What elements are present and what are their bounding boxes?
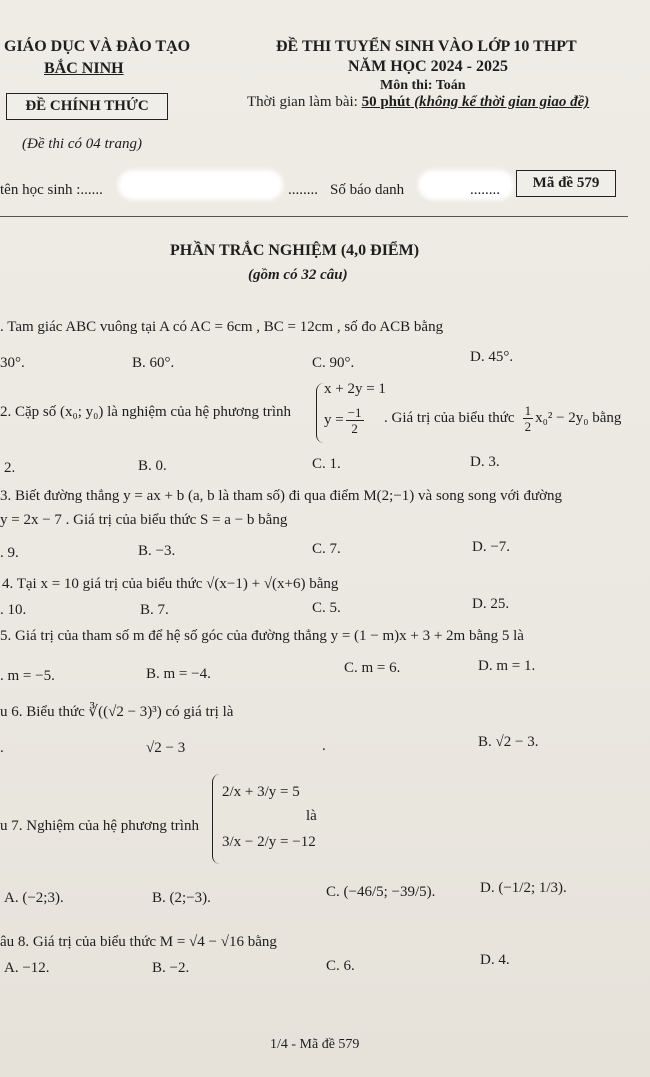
dots-mid: ........ (288, 182, 318, 198)
student-name-label: tên học sinh :...... (0, 182, 103, 198)
dept-line1: GIÁO DỤC VÀ ĐÀO TẠO (4, 38, 191, 55)
q4-opt-b: B. 7. (140, 602, 169, 618)
section-subtitle: (gồm có 32 câu) (248, 267, 348, 283)
q6-stem: u 6. Biểu thức ∛((√2 − 3)³) có giá trị là (0, 704, 234, 720)
q7-opt-b: B. (2;−3). (152, 890, 211, 906)
dots-end: ........ (470, 182, 500, 198)
q7-opt-d: D. (−1/2; 1/3). (480, 880, 567, 896)
q7-eq2: 3/x − 2/y = −12 (222, 834, 316, 850)
q8-opt-c: C. 6. (326, 958, 355, 974)
time-value: 50 phút (361, 94, 411, 110)
exam-code-box: Mã đề 579 (516, 170, 616, 197)
q2-opt-c: C. 1. (312, 456, 341, 472)
q7-opt-a: A. (−2;3). (4, 890, 64, 906)
q4-opt-d: D. 25. (472, 596, 510, 612)
exam-title: ĐỀ THI TUYỂN SINH VÀO LỚP 10 THPT (276, 38, 577, 55)
q1-opt-b: B. 60°. (132, 355, 175, 371)
q6-opt-d: B. √2 − 3. (478, 734, 539, 750)
q3-opt-a: . 9. (0, 545, 19, 561)
q2-stem-b: . Giá trị của biểu thức $\frac{1}{2}$ x₀² − 2y₀ bằng (384, 403, 622, 434)
q1-opt-d: D. 45°. (470, 349, 514, 365)
subject: Môn thi: Toán (380, 78, 466, 93)
q2-opt-b: B. 0. (138, 458, 167, 474)
q4-opt-c: C. 5. (312, 600, 341, 616)
q8-opt-d: D. 4. (480, 952, 510, 968)
sbd-label: Số báo danh (330, 182, 405, 198)
q2-system-brace (316, 383, 324, 443)
q3-opt-c: C. 7. (312, 541, 341, 557)
q1-opt-a: 30°. (0, 355, 25, 371)
q8-stem: âu 8. Giá trị của biểu thức M = √4 − √16 bằng (0, 934, 277, 950)
q2-opt-a: 2. (4, 460, 16, 476)
q2-sys2: y = $\frac{-1}{2}$ (324, 405, 362, 436)
dept-line2: BẮC NINH (44, 60, 124, 77)
q5-stem: 5. Giá trị của tham số m để hệ số góc của đường thẳng y = (1 − m)x + 3 + 2m bằng 5 là (0, 628, 524, 644)
q5-opt-a: . m = −5. (0, 668, 55, 684)
page-footer: 1/4 - Mã đề 579 (270, 1037, 360, 1052)
q2-stem-a: 2. Cặp số (x₀; y₀) là nghiệm của hệ phương trình (0, 404, 292, 420)
q2-opt-d: D. 3. (470, 454, 500, 470)
q7-tail: là (306, 808, 317, 824)
q7-system-brace (212, 774, 220, 864)
school-year: NĂM HỌC 2024 - 2025 (348, 58, 508, 75)
q4-opt-a: . 10. (0, 602, 27, 618)
q8-opt-a: A. −12. (4, 960, 50, 976)
q6-opt-c: . (322, 738, 326, 754)
q5-opt-c: C. m = 6. (344, 660, 401, 676)
q8-opt-b: B. −2. (152, 960, 190, 976)
section-title: PHẦN TRẮC NGHIỆM (4,0 ĐIỂM) (170, 242, 420, 259)
q3-stem: 3. Biết đường thẳng y = ax + b (a, b là tham số) đi qua điểm M(2;−1) và song song với đường (0, 488, 563, 504)
time-prefix: Thời gian làm bài: (247, 94, 362, 110)
q7-opt-c: C. (−46/5; −39/5). (326, 884, 436, 900)
q7-stem: u 7. Nghiệm của hệ phương trình (0, 818, 199, 834)
q2-sys1: x + 2y = 1 (324, 381, 386, 397)
q1-stem: . Tam giác ABC vuông tại A có AC = 6cm , BC = 12cm , số đo ACB bằng (0, 319, 444, 335)
q7-eq1: 2/x + 3/y = 5 (222, 784, 300, 800)
q3-stem2: y = 2x − 7 . Giá trị của biểu thức S = a − b bằng (0, 512, 288, 528)
redaction-name (118, 170, 283, 200)
q1-opt-c: C. 90°. (312, 355, 355, 371)
official-label: ĐỀ CHÍNH THỨC (6, 93, 168, 120)
header-divider (0, 216, 628, 217)
time-line (247, 94, 589, 111)
q3-opt-d: D. −7. (472, 539, 511, 555)
q3-opt-b: B. −3. (138, 543, 176, 559)
time-note: (không kể thời gian giao đề) (410, 94, 590, 110)
q5-opt-b: B. m = −4. (146, 666, 211, 682)
pages-note: (Đề thi có 04 trang) (22, 136, 142, 152)
q6-opt-a: . (0, 740, 4, 756)
q6-opt-b: √2 − 3 (146, 740, 186, 756)
q5-opt-d: D. m = 1. (478, 658, 536, 674)
q4-stem: 4. Tại x = 10 giá trị của biểu thức √(x−1) + √(x+6) bằng (2, 576, 339, 592)
